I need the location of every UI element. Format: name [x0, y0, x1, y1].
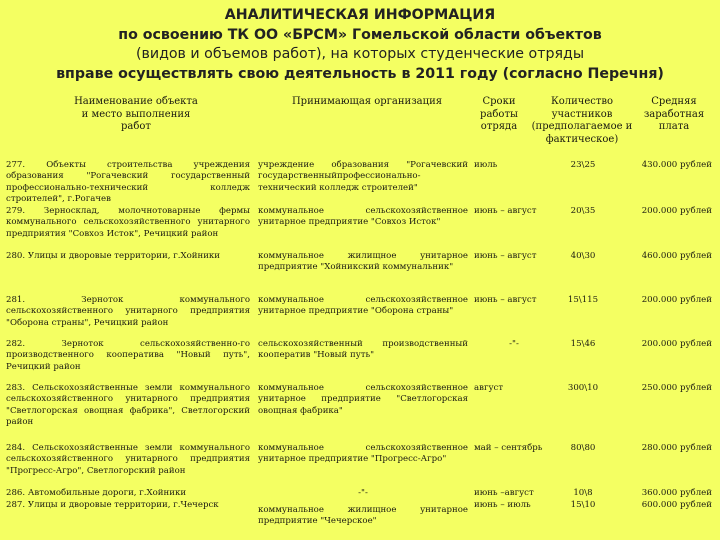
header-pay: Средняя заработная плата [643, 96, 705, 132]
header-period: Сроки работы отряда [480, 96, 518, 132]
row-287-pay: 600.000 рублей [641, 500, 712, 510]
row-283-count: 300\10 [567, 383, 599, 393]
row-280-organization: коммунальное жилищное унитарное предприятие "Хойникский коммунальник" [258, 251, 468, 273]
row-277-object: 277. Объекты строительства учреждения образования "Рогачевский государственный профессионально-технический колледж строителей", г.Рогачев [6, 160, 250, 205]
row-283-pay: 250.000 рублей [641, 383, 712, 393]
header-count: Количество участников (предполагаемое и фактическое) [531, 96, 633, 145]
row-284-period: май – сентябрь [474, 443, 543, 453]
title-line-2: по освоению ТК ОО «БРСМ» Гомельской области объектов [118, 26, 602, 43]
header-object: Наименование объекта и место выполнения работ [74, 96, 198, 132]
row-284-count: 80\80 [570, 443, 596, 453]
row-282-period: -"- [509, 339, 519, 349]
row-281-pay: 200.000 рублей [641, 295, 712, 305]
row-280-pay: 460.000 рублей [641, 251, 712, 261]
row-286-object: 286. Автомобильные дороги, г.Хойники [6, 488, 187, 498]
title-line-1: АНАЛИТИЧЕСКАЯ ИНФОРМАЦИЯ [224, 7, 496, 23]
row-279-count: 20\35 [570, 206, 596, 216]
row-284-object: 284. Сельскохозяйственные земли коммунального сельскохозяйственного унитарного предприятия "Прогресс-Агро", Светлогорский район [6, 443, 250, 476]
row-287-period: июнь – июль [474, 500, 531, 510]
row-283-organization: коммунальное сельскохозяйственное унитарное предприятие "Светлогорская овощная фабрика" [258, 383, 468, 416]
row-286-organization: -"- [358, 488, 368, 498]
row-282-object: 282. Зерноток сельскохозяйственно-го производственного кооператива "Новый путь", Речицкий район [6, 339, 250, 372]
row-286-count: 10\8 [573, 488, 593, 498]
row-279-pay: 200.000 рублей [641, 206, 712, 216]
row-279-object: 279. Зерносклад, молочнотоварные фермы коммунального сельскохозяйственного унитарного предприятия "Совхоз Исток", Речицкий район [6, 206, 250, 239]
row-281-organization: коммунальное сельскохозяйственное унитарное предприятие "Оборона страны" [258, 295, 468, 317]
header-organization: Принимающая организация [291, 96, 443, 107]
row-282-pay: 200.000 рублей [641, 339, 712, 349]
row-280-period: июнь – август [474, 251, 537, 261]
row-279-organization: коммунальное сельскохозяйственное унитарное предприятие "Совхоз Исток" [258, 206, 468, 228]
row-279-period: июнь – август [474, 206, 537, 216]
row-284-pay: 280.000 рублей [641, 443, 712, 453]
title-line-4: вправе осуществлять свою деятельность в 2011 году (согласно Перечня) [56, 65, 664, 82]
row-287-count: 15\10 [570, 500, 596, 510]
row-283-object: 283. Сельскохозяйственные земли коммунального сельскохозяйственного унитарного предприятия "Светлогорская овощная фабрика", Светлогорский район [6, 383, 250, 428]
row-281-period: июнь – август [474, 295, 537, 305]
row-283-period: август [474, 383, 504, 393]
row-280-object: 280. Улицы и дворовые территории, г.Хойники [6, 251, 221, 261]
row-280-count: 40\30 [570, 251, 596, 261]
row-286-pay: 360.000 рублей [641, 488, 712, 498]
row-286-period: июнь –август [474, 488, 534, 498]
row-287-object: 287. Улицы и дворовые территории, г.Чечерск [6, 500, 219, 510]
row-287-organization: коммунальное жилищное унитарное предприятие "Чечерское" [258, 505, 468, 527]
row-277-organization: учреждение образования "Рогачевский государственныйпрофессионально-технический колледж строителей" [258, 160, 468, 193]
row-277-pay: 430.000 рублей [641, 160, 712, 170]
document-title [0, 6, 720, 84]
row-282-count: 15\46 [570, 339, 596, 349]
row-284-organization: коммунальное сельскохозяйственное унитарное предприятие "Прогресс-Агро" [258, 443, 468, 465]
row-277-count: 23\25 [570, 160, 596, 170]
row-277-period: июль [474, 160, 498, 170]
row-281-object: 281. Зерноток коммунального сельскохозяйственного унитарного предприятия "Оборона страны", Речицкий район [6, 295, 250, 328]
title-line-3: (видов и объемов работ), на которых студенческие отряды [135, 46, 585, 62]
row-281-count: 15\115 [567, 295, 599, 305]
row-282-organization: сельскохозяйственный производственный кооператив "Новый путь" [258, 339, 468, 361]
